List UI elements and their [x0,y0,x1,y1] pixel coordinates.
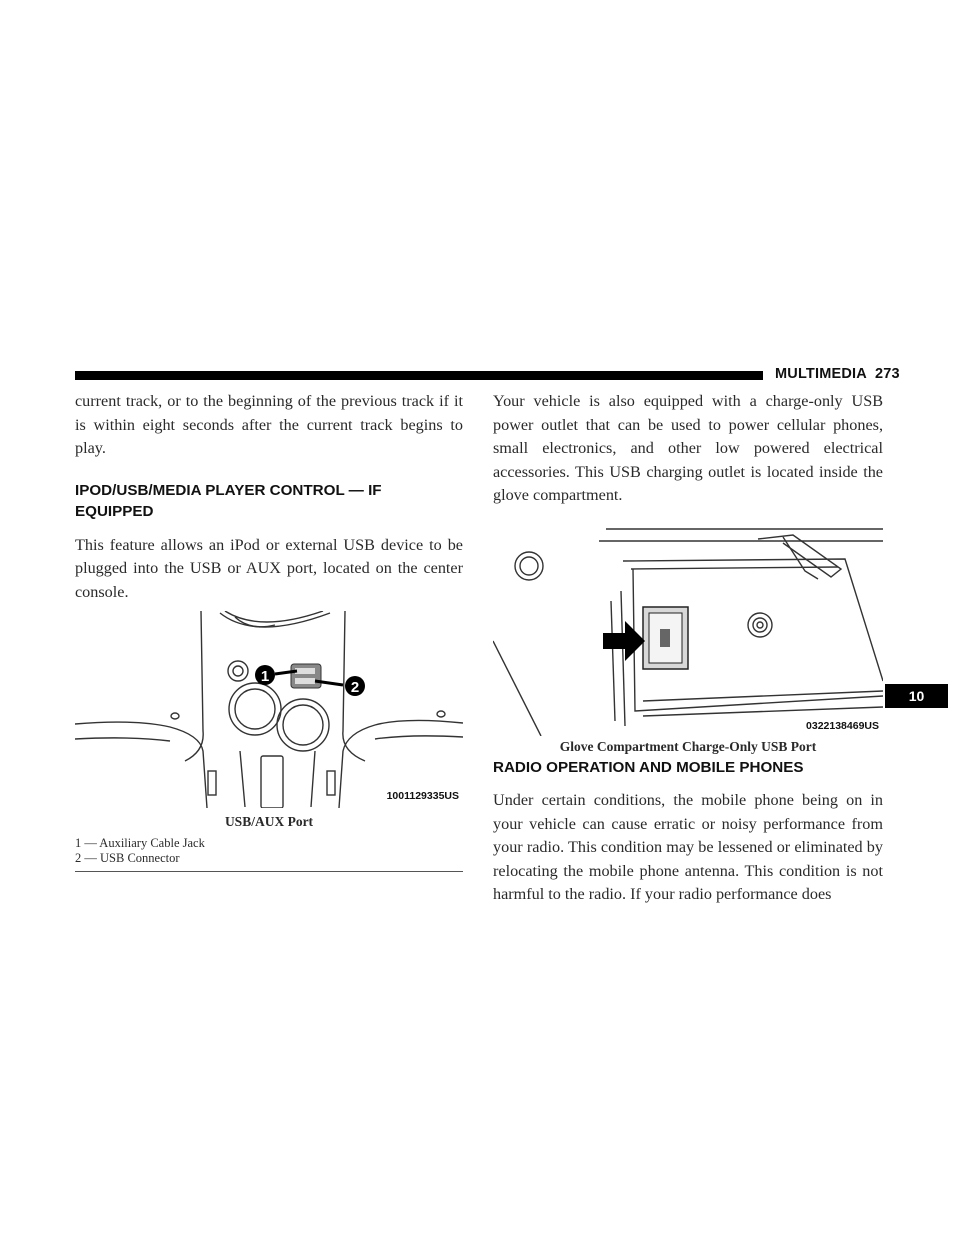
callout-1: 1 [260,667,270,685]
console-illustration [75,611,463,808]
legend-item: 1 — Auxiliary Cable Jack [75,835,205,850]
usb-charge-paragraph: Your vehicle is also equipped with a charge-only USB power outlet that can be used to power cellular phones, small electronics, and other low powered electrical accessories. This USB charging outlet is located inside the glove compartment. [493,392,883,505]
glove-usb-caption: Glove Compartment Charge-Only USB Port [559,738,817,754]
ipod-usb-paragraph: This feature allows an iPod or external USB device to be plugged into the USB or AUX port, located on the center console. [75,535,463,601]
glove-compartment-figure [493,521,883,736]
usb-aux-port-figure [75,611,463,808]
figure-bottom-rule [75,871,463,872]
section-title: MULTIMEDIA [775,366,867,382]
radio-mobile-heading: RADIO OPERATION AND MOBILE PHONES [493,758,804,776]
legend-item: 2 — USB Connector [75,851,180,866]
callout-2: 2 [350,678,360,696]
intro-paragraph: current track, or to the beginning of the previous track if it is within eight seconds after the current track begins to play. [75,392,463,458]
chapter-tab[interactable]: 10 [885,684,948,708]
figure-code: 1001129335US [386,789,459,802]
figure-code: 0322138469US [806,719,879,732]
radio-mobile-paragraph: Under certain conditions, the mobile phone being on in your vehicle can cause erratic or noisy performance from your radio. This condition may be lessened or eliminated by relocating the mobile phone antenna. This condition is not harmful to the radio. If your radio performance does [493,790,883,904]
ipod-usb-heading: IPOD/USB/MEDIA PLAYER CONTROL — IF EQUIPPED [75,481,382,520]
header-rule [75,371,763,380]
figure-legend [75,836,463,867]
usb-aux-caption: USB/AUX Port [224,813,314,829]
glove-compartment-illustration [493,521,883,736]
page-header [775,366,900,382]
left-column [75,390,463,872]
page-number: 273 [874,366,900,382]
right-column [493,390,883,907]
